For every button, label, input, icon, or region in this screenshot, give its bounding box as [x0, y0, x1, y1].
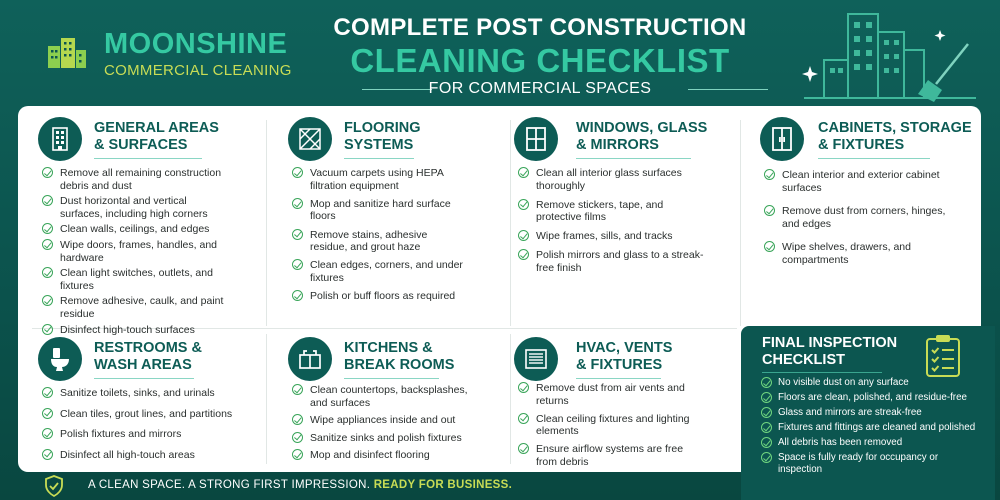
window-icon [514, 117, 558, 161]
check-circle-icon [292, 229, 303, 240]
final-checklist-item [761, 392, 981, 404]
page-title-line2: CLEANING CHECKLIST [350, 42, 730, 79]
checklist-item-text: Mop and disinfect flooring [310, 449, 430, 461]
brand-name: MOONSHINE [104, 28, 288, 60]
brand-tagline: COMMERCIAL CLEANING [104, 62, 292, 79]
hvac-checklist-item [518, 382, 698, 407]
check-circle-icon [292, 384, 303, 395]
section-flooring [288, 117, 508, 327]
section-cabinets [760, 117, 980, 327]
divider [510, 120, 511, 326]
check-circle-icon [761, 452, 772, 463]
final-checklist-item [761, 377, 981, 389]
checklist-item-text: Remove stains, adhesive residue, and grout haze [310, 228, 428, 254]
checklist-windows [518, 167, 708, 281]
section-title: KITCHENS & BREAK ROOMS [344, 340, 455, 373]
windows-checklist-item [518, 249, 708, 274]
flooring-checklist-item [292, 198, 467, 223]
check-circle-icon [292, 449, 303, 460]
checklist-item-text: Remove dust from corners, hinges, and edges [782, 205, 946, 230]
section-general-areas [38, 117, 258, 336]
clipboard-checklist-icon [923, 334, 963, 378]
checklist-item-text: Ensure airflow systems are free from debris [536, 443, 684, 468]
checklist-item-text: Clean tiles, grout lines, and partitions [60, 407, 233, 420]
cabinets-checklist-item [764, 205, 959, 230]
section-title: HVAC, VENTS & FIXTURES [576, 340, 673, 373]
checklist-item-text: Disinfect high-touch surfaces [60, 323, 195, 336]
check-circle-icon [764, 205, 775, 216]
checklist-item-text: Sanitize sinks and polish fixtures [310, 431, 462, 444]
check-circle-icon [292, 432, 303, 443]
general-checklist-item [42, 267, 232, 292]
final-checklist-item [761, 407, 981, 419]
final-checklist-item [761, 452, 981, 475]
check-circle-icon [42, 167, 53, 178]
footer-accent: READY FOR BUSINESS. [373, 479, 513, 491]
final-inspection-list [761, 377, 981, 479]
check-circle-icon [518, 230, 529, 241]
general-checklist-item [42, 223, 232, 236]
final-checklist-item [761, 437, 981, 449]
checklist-flooring [292, 167, 467, 308]
building-icon [38, 117, 82, 161]
restrooms-checklist-item [42, 387, 252, 400]
checklist-restrooms [42, 387, 252, 469]
toilet-icon [38, 337, 82, 381]
check-circle-icon [292, 198, 303, 209]
brand-logo [26, 18, 306, 88]
check-circle-icon [42, 428, 53, 439]
kitchens-checklist-item [292, 384, 487, 409]
checklist-item-text: Polish fixtures and mirrors [60, 428, 182, 440]
flooring-checklist-item [292, 167, 467, 192]
windows-checklist-item [518, 199, 708, 224]
restrooms-checklist-item [42, 408, 252, 421]
checklist-cabinets [764, 169, 959, 277]
check-circle-icon [761, 392, 772, 403]
checklist-item-text: Clean ceiling fixtures and lighting elements [536, 412, 690, 437]
check-circle-icon [42, 324, 53, 335]
checklist-item-text: Polish or buff floors as required [310, 290, 456, 303]
cabinets-checklist-item [764, 169, 959, 194]
checklist-item-text: Remove all remaining construction debris and dust [60, 167, 222, 192]
checklist-hvac [518, 382, 698, 474]
check-circle-icon [761, 407, 772, 418]
final-inspection-panel [741, 326, 995, 500]
check-circle-icon [518, 382, 529, 393]
restrooms-checklist-item [42, 449, 252, 462]
section-title: WINDOWS, GLASS & MIRRORS [576, 120, 708, 153]
check-circle-icon [518, 249, 529, 260]
check-circle-icon [292, 259, 303, 270]
section-rule [576, 158, 691, 159]
cabinet-icon [760, 117, 804, 161]
section-rule [94, 378, 194, 379]
check-circle-icon [761, 377, 772, 388]
moon-building-logo-icon [26, 20, 96, 84]
checklist-item-text: Dust horizontal and vertical surfaces, including high corners [60, 195, 208, 220]
section-rule [818, 158, 930, 159]
hvac-checklist-item [518, 413, 698, 438]
checklist-item-text: Clean countertops, backsplashes, and surfaces [310, 384, 468, 409]
windows-checklist-item [518, 167, 708, 192]
checklist-item-text: Glass and mirrors are streak-free [778, 407, 922, 418]
check-circle-icon [764, 169, 775, 180]
check-circle-icon [518, 167, 529, 178]
cabinets-checklist-item [764, 241, 959, 266]
checklist-item-text: Clean interior and exterior cabinet surfaces [782, 169, 940, 194]
checklist-item-text: Disinfect all high-touch areas [60, 448, 195, 461]
check-circle-icon [518, 443, 529, 454]
check-circle-icon [42, 449, 53, 460]
general-checklist-item [42, 324, 232, 337]
final-inspection-title: FINAL INSPECTION CHECKLIST [762, 335, 898, 368]
check-circle-icon [292, 167, 303, 178]
checklist-item-text: Remove stickers, tape, and protective films [536, 198, 664, 223]
check-circle-icon [761, 437, 772, 448]
divider [266, 334, 267, 464]
section-title: FLOORING SYSTEMS [344, 120, 421, 153]
checklist-item-text: Clean all interior glass surfaces thoroughly [536, 167, 682, 192]
general-checklist-item [42, 239, 232, 264]
check-circle-icon [292, 290, 303, 301]
check-circle-icon [42, 195, 53, 206]
checklist-item-text: Clean light switches, outlets, and fixtures [60, 267, 213, 292]
kitchens-checklist-item [292, 414, 487, 427]
section-title: GENERAL AREAS & SURFACES [94, 120, 219, 153]
restrooms-checklist-item [42, 428, 252, 441]
general-checklist-item [42, 295, 232, 320]
section-rule [344, 158, 414, 159]
check-circle-icon [292, 414, 303, 425]
checklist-item-text: Remove adhesive, caulk, and paint residue [60, 295, 224, 320]
checklist-item-text: Wipe appliances inside and out [310, 414, 456, 426]
hvac-checklist-item [518, 443, 698, 468]
divider [510, 334, 511, 464]
check-circle-icon [518, 199, 529, 210]
footer-text: A CLEAN SPACE. A STRONG FIRST IMPRESSION. [88, 479, 371, 491]
checklist-item-text: All debris has been removed [778, 437, 903, 448]
page-title-line1: COMPLETE POST CONSTRUCTION [333, 14, 747, 41]
checklist-item-text: Floors are clean, polished, and residue-free [778, 392, 967, 403]
check-circle-icon [42, 387, 53, 398]
shield-check-icon [44, 475, 64, 497]
checklist-item-text: Mop and sanitize hard surface floors [310, 197, 451, 223]
check-circle-icon [42, 408, 53, 419]
checklist-item-text: Wipe shelves, drawers, and compartments [782, 241, 911, 266]
check-circle-icon [42, 223, 53, 234]
checklist-general [42, 167, 232, 339]
page-subtitle: FOR COMMERCIAL SPACES [428, 80, 652, 97]
kitchen-icon [288, 337, 332, 381]
section-rule [344, 378, 439, 379]
divider [740, 120, 741, 326]
final-inspection-rule [762, 372, 882, 373]
section-rule [94, 158, 202, 159]
check-circle-icon [42, 239, 53, 250]
check-circle-icon [518, 413, 529, 424]
city-skyline-broom-icon [800, 10, 980, 102]
section-windows [514, 117, 734, 327]
kitchens-checklist-item [292, 432, 487, 445]
checklist-item-text: Space is fully ready for occupancy or inspection [778, 452, 939, 475]
floor-tiles-icon [288, 117, 332, 161]
checklist-item-text: Clean edges, corners, and under fixtures [310, 259, 463, 284]
checklist-kitchens [292, 384, 487, 467]
section-kitchens [288, 337, 508, 472]
divider [266, 120, 267, 326]
checklist-item-text: Vacuum carpets using HEPA filtration equipment [310, 167, 444, 192]
footer-banner [40, 474, 740, 498]
checklist-item-text: Wipe frames, sills, and tracks [536, 230, 673, 242]
check-circle-icon [764, 241, 775, 252]
flooring-checklist-item [292, 259, 467, 284]
general-checklist-item [42, 195, 232, 220]
checklist-item-text: Clean walls, ceilings, and edges [60, 223, 210, 236]
checklist-item-text: Remove dust from air vents and returns [536, 382, 685, 407]
section-hvac [514, 337, 734, 472]
check-circle-icon [761, 422, 772, 433]
section-restrooms [38, 337, 258, 472]
windows-checklist-item [518, 230, 708, 243]
checklist-item-text: Fixtures and fittings are cleaned and polished [778, 422, 976, 433]
section-rule [576, 378, 661, 379]
vent-icon [514, 337, 558, 381]
section-title: RESTROOMS & WASH AREAS [94, 340, 202, 373]
general-checklist-item [42, 167, 232, 192]
checklist-item-text: Polish mirrors and glass to a streak-free finish [536, 249, 704, 274]
check-circle-icon [42, 295, 53, 306]
checklist-item-text: Sanitize toilets, sinks, and urinals [60, 387, 215, 399]
footer-tagline [88, 479, 512, 491]
checklist-item-text: Wipe doors, frames, handles, and hardware [60, 239, 217, 264]
flooring-checklist-item [292, 290, 467, 303]
kitchens-checklist-item [292, 449, 487, 462]
flooring-checklist-item [292, 229, 467, 254]
section-title: CABINETS, STORAGE & FIXTURES [818, 120, 972, 153]
check-circle-icon [42, 267, 53, 278]
checklist-item-text: No visible dust on any surface [778, 377, 909, 388]
final-checklist-item [761, 422, 981, 434]
